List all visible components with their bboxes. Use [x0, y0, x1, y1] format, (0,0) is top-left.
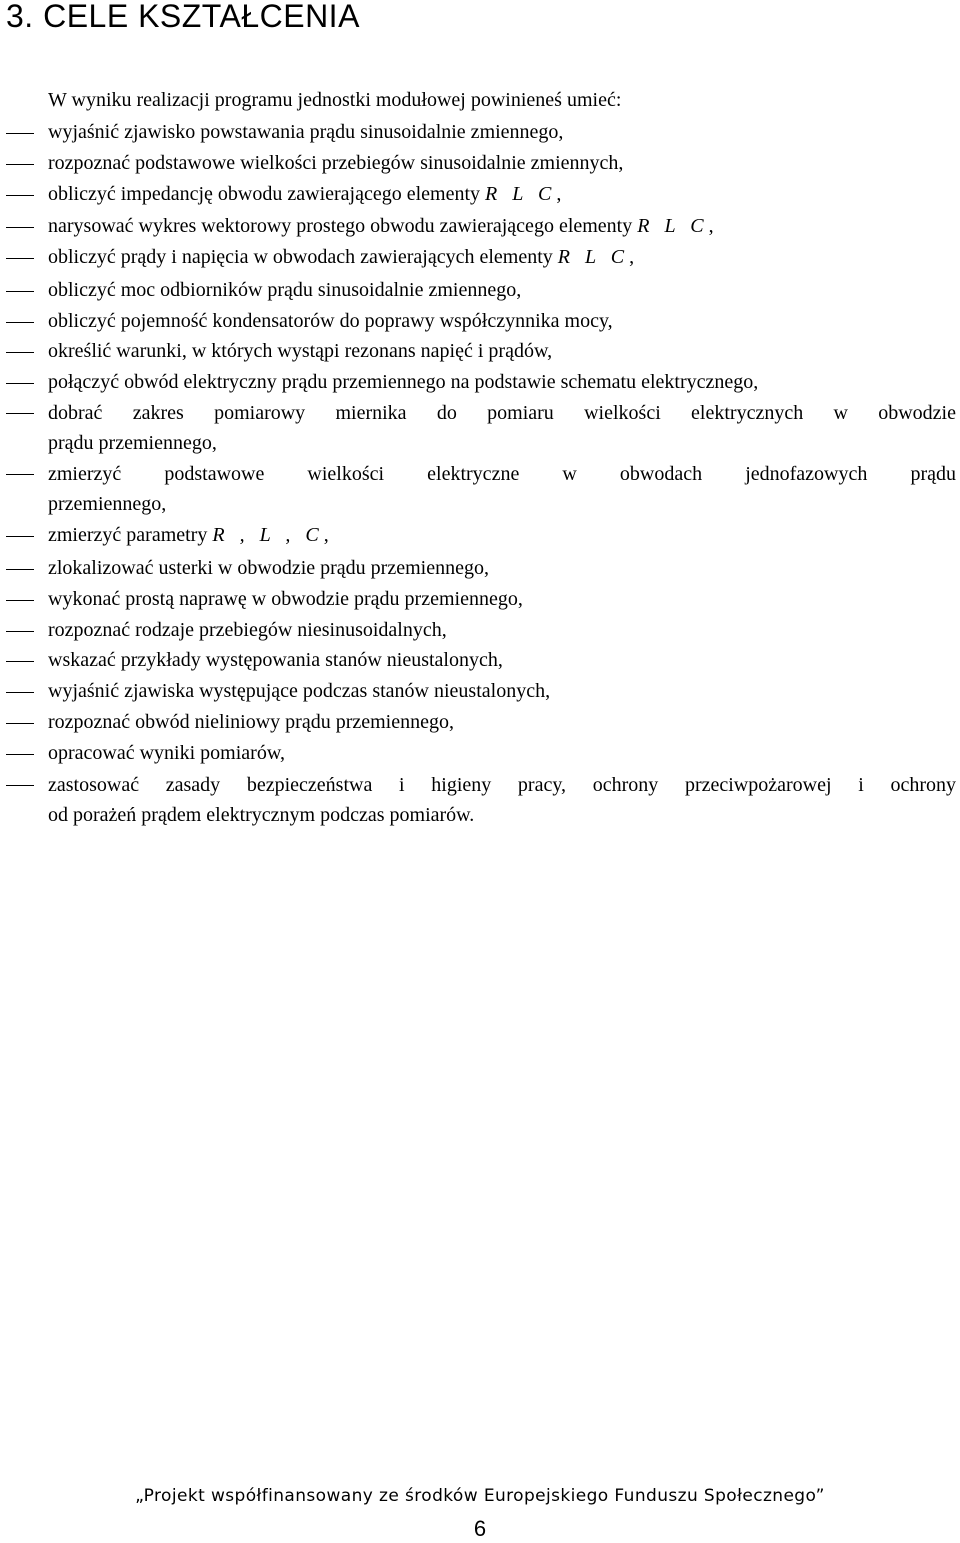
dash-bullet [6, 631, 34, 632]
dash-bullet [6, 474, 34, 475]
list-item-text: wyjaśnić zjawiska występujące podczas stanów nieustalonych, [48, 680, 551, 702]
list-item-text: zlokalizować usterki w obwodzie prądu przemiennego, [48, 557, 489, 579]
dash-bullet [6, 754, 34, 755]
dash-bullet [6, 164, 34, 165]
page-number: 6 [473, 1516, 487, 1541]
list-item-text: rozpoznać rodzaje przebiegów niesinusoidalnych, [48, 619, 447, 641]
footer-funding-note: „Projekt współfinansowany ze środków Europejskiego Funduszu Społecznego” [135, 1486, 825, 1506]
dash-bullet [6, 227, 34, 228]
list-item-text: dobrać zakres pomiarowy miernika do pomiaru wielkości elektrycznych w obwodzie prądu przemiennego, [48, 402, 956, 454]
dash-bullet [6, 195, 34, 196]
rlc-symbols: R , L , C [212, 524, 324, 546]
dash-bullet [6, 569, 34, 570]
list-item-text: wykonać prostą naprawę w obwodzie prądu przemiennego, [48, 588, 523, 610]
list-item-text: obliczyć impedancję obwodu zawierającego elementy R L C, [48, 183, 562, 205]
list-item-text: opracować wyniki pomiarów, [48, 742, 285, 764]
dash-bullet [6, 413, 34, 414]
list-item-text: obliczyć pojemność kondensatorów do poprawy współczynnika mocy, [48, 310, 613, 332]
intro-text: W wyniku realizacji programu jednostki modułowej powinieneś umieć: [48, 89, 622, 111]
list-item-text: zmierzyć parametry R , L , C, [48, 524, 329, 546]
dash-bullet [6, 383, 34, 384]
list-item-text: wskazać przykłady występowania stanów nieustalonych, [48, 649, 503, 671]
list-item-text: określić warunki, w których wystąpi rezonans napięć i prądów, [48, 340, 553, 362]
dash-bullet [6, 352, 34, 353]
list-item-text: zastosować zasady bezpieczeństwa i higieny pracy, ochrony przeciwpożarowej i ochrony od porażeń prądem elektrycznym podczas pomiarów. [48, 774, 956, 826]
rlc-symbols: R L C [557, 246, 630, 268]
dash-bullet [6, 536, 34, 537]
section-heading: 3. CELE KSZTAŁCENIA [6, 0, 360, 34]
rlc-symbols: R L C [485, 183, 557, 205]
dash-bullet [6, 692, 34, 693]
dash-bullet [6, 133, 34, 134]
list-item-text: rozpoznać podstawowe wielkości przebiegów sinusoidalnie zmiennych, [48, 152, 624, 174]
list-item-text: zmierzyć podstawowe wielkości elektryczne w obwodach jednofazowych prądu przemiennego, [48, 463, 956, 515]
dash-bullet [6, 291, 34, 292]
rlc-symbols: R L C [637, 215, 709, 237]
list-item-text: obliczyć prądy i napięcia w obwodach zawierających elementy R L C, [48, 246, 635, 268]
list-item-text: wyjaśnić zjawisko powstawania prądu sinusoidalnie zmiennego, [48, 121, 564, 143]
list-item-text: obliczyć moc odbiorników prądu sinusoidalnie zmiennego, [48, 279, 522, 301]
dash-bullet [6, 258, 34, 259]
dash-bullet [6, 322, 34, 323]
dash-bullet [6, 723, 34, 724]
list-item-text: rozpoznać obwód nieliniowy prądu przemiennego, [48, 711, 454, 733]
dash-bullet [6, 661, 34, 662]
dash-bullet [6, 600, 34, 601]
list-item-text: narysować wykres wektorowy prostego obwodu zawierającego elementy R L C, [48, 215, 714, 237]
list-item-text: połączyć obwód elektryczny prądu przemiennego na podstawie schematu elektrycznego, [48, 371, 759, 393]
dash-bullet [6, 785, 34, 786]
